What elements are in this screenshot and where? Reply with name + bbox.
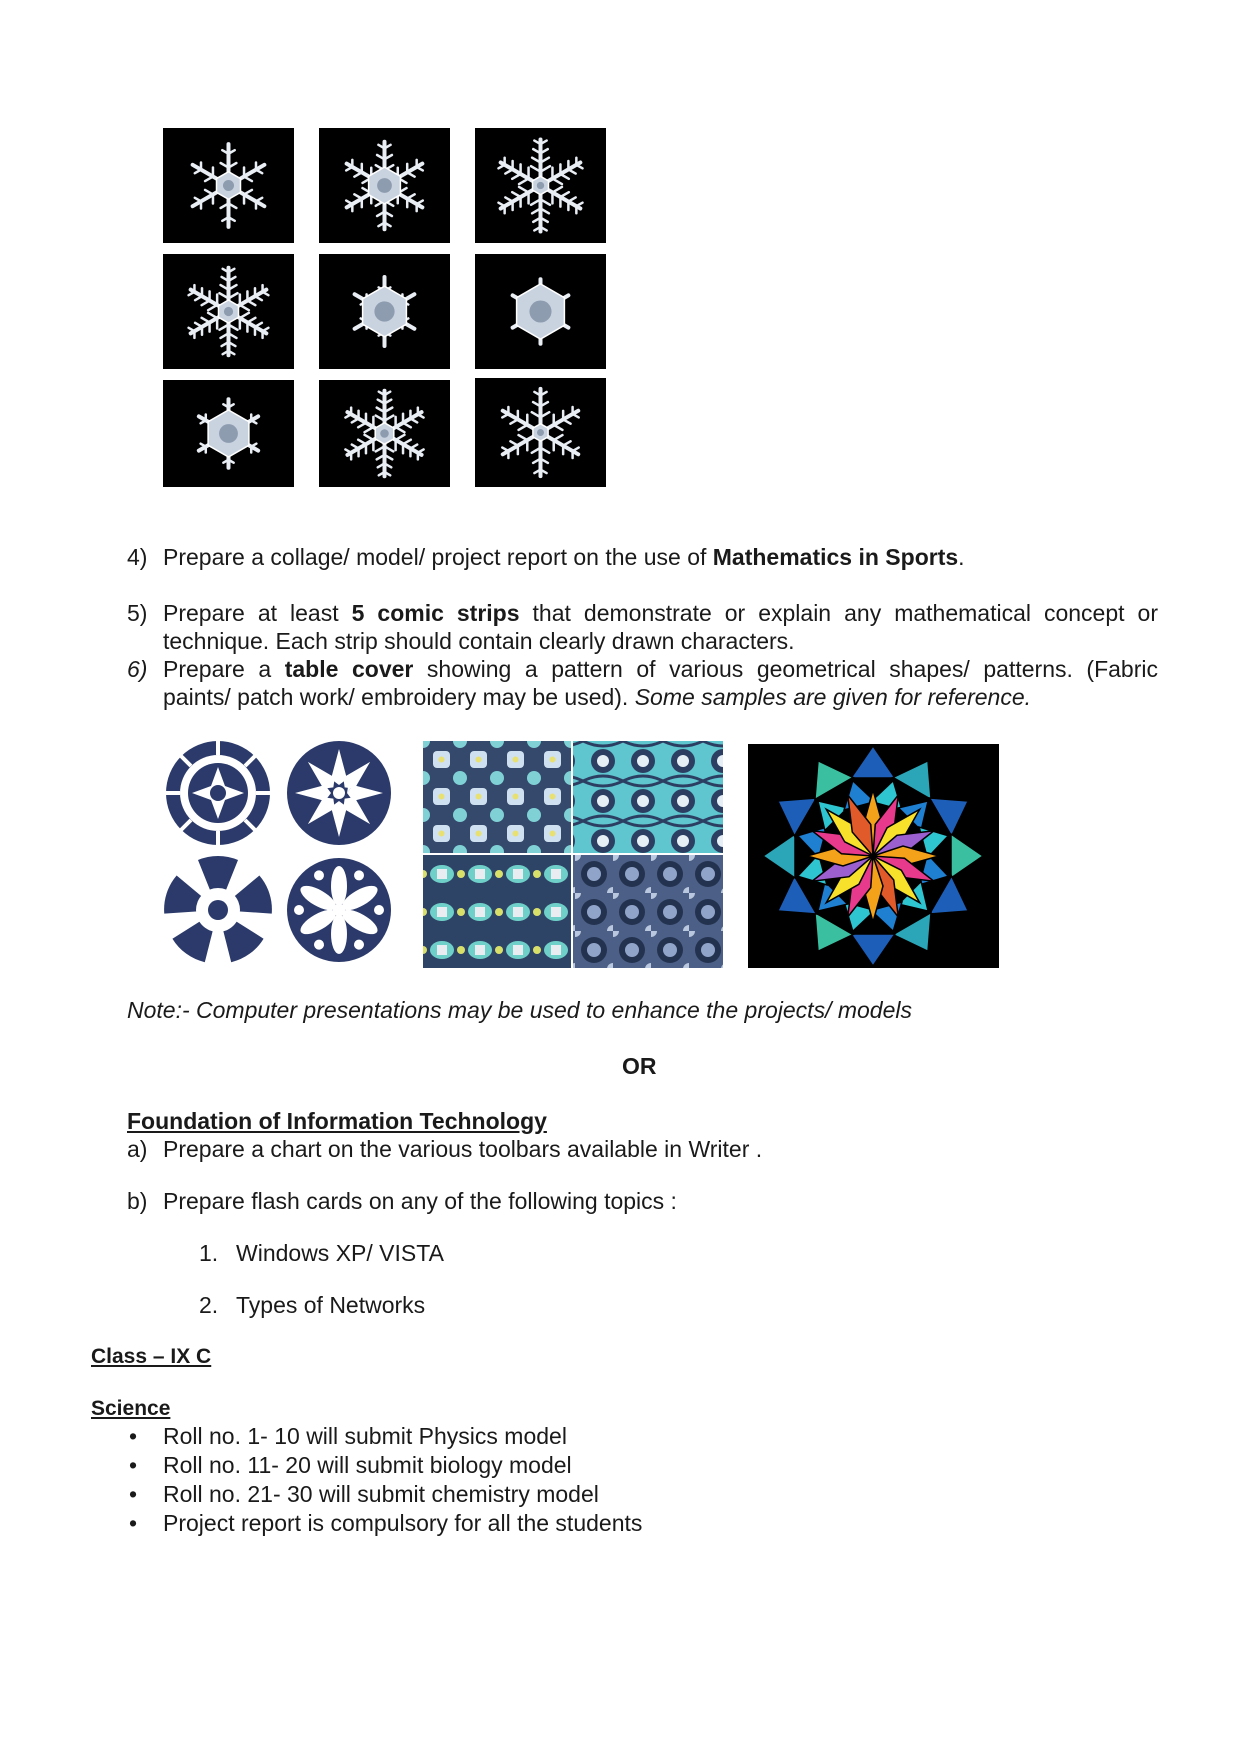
snowflake-photo — [319, 254, 450, 369]
item-6-line-2 — [163, 683, 1031, 711]
fit-item-b-number: b) — [127, 1188, 148, 1214]
item-5-emphasis: 5 comic strips — [351, 600, 520, 626]
item-6-emphasis: table cover — [284, 656, 414, 682]
fit-heading: Foundation of Information Technology — [127, 1108, 547, 1134]
fit-item-a-number: a) — [127, 1136, 148, 1162]
topic-text: Windows XP/ VISTA — [236, 1240, 444, 1266]
or-separator: OR — [622, 1053, 657, 1079]
item-4-number: 4) — [127, 544, 148, 570]
science-list-item: Roll no. 21- 30 will submit chemistry model — [163, 1481, 599, 1507]
item-6-line-2-text: paints/ patch work/ embroidery may be used). — [163, 684, 635, 710]
snowflake-photo — [475, 128, 606, 243]
science-list-item: Project report is compulsory for all the students — [163, 1510, 643, 1536]
snowflake-photo — [163, 128, 294, 243]
topic-text: Types of Networks — [236, 1292, 426, 1318]
science-heading: Science — [91, 1397, 171, 1420]
item-5-line-2: technique. Each strip should contain clearly drawn characters. — [163, 628, 795, 654]
item-6-reference-note: Some samples are given for reference. — [634, 684, 1032, 710]
snowflake-photo — [475, 378, 606, 487]
bullet: • — [129, 1481, 138, 1507]
note-text: Note:- Computer presentations may be used to enhance the projects/ models — [127, 997, 912, 1023]
geometric-circles-sample-image — [163, 738, 400, 968]
bullet: • — [129, 1423, 138, 1449]
star-quilt-sample-image — [748, 744, 999, 968]
item-4-text-start: Prepare a collage/ model/ project report on the use of — [163, 544, 713, 570]
bullet: • — [129, 1452, 138, 1478]
science-list-item: Roll no. 1- 10 will submit Physics model — [163, 1423, 567, 1449]
item-5-text-start: Prepare at least — [163, 600, 352, 626]
bullet: • — [129, 1510, 138, 1536]
item-6-line-1 — [163, 655, 1158, 683]
snowflake-photo — [319, 380, 450, 487]
item-4-text — [163, 543, 1155, 571]
fit-item-b-text: Prepare flash cards on any of the following topics : — [163, 1188, 677, 1214]
item-6-number: 6) — [127, 656, 148, 682]
item-4-text-end: . — [958, 544, 965, 570]
snowflake-photo — [319, 128, 450, 243]
item-5-text-end: that demonstrate or explain any mathematical concept or — [519, 600, 1158, 626]
fabric-pattern-sample-image — [423, 741, 723, 968]
item-4-emphasis: Mathematics in Sports — [712, 544, 959, 570]
class-heading: Class – IX C — [91, 1345, 212, 1368]
snowflake-photo — [163, 380, 294, 487]
snowflake-photo — [475, 254, 606, 369]
item-5-number: 5) — [127, 600, 148, 626]
snowflake-photo — [163, 254, 294, 369]
item-5-line-1 — [163, 599, 1158, 627]
topic-number: 2. — [199, 1292, 219, 1318]
science-list-item: Roll no. 11- 20 will submit biology model — [163, 1452, 572, 1478]
fit-item-a-text: Prepare a chart on the various toolbars available in Writer . — [163, 1136, 763, 1162]
item-6-text-end: showing a pattern of various geometrical shapes/ patterns. (Fabric — [413, 656, 1158, 682]
item-6-text-start: Prepare a — [163, 656, 285, 682]
topic-number: 1. — [199, 1240, 219, 1266]
